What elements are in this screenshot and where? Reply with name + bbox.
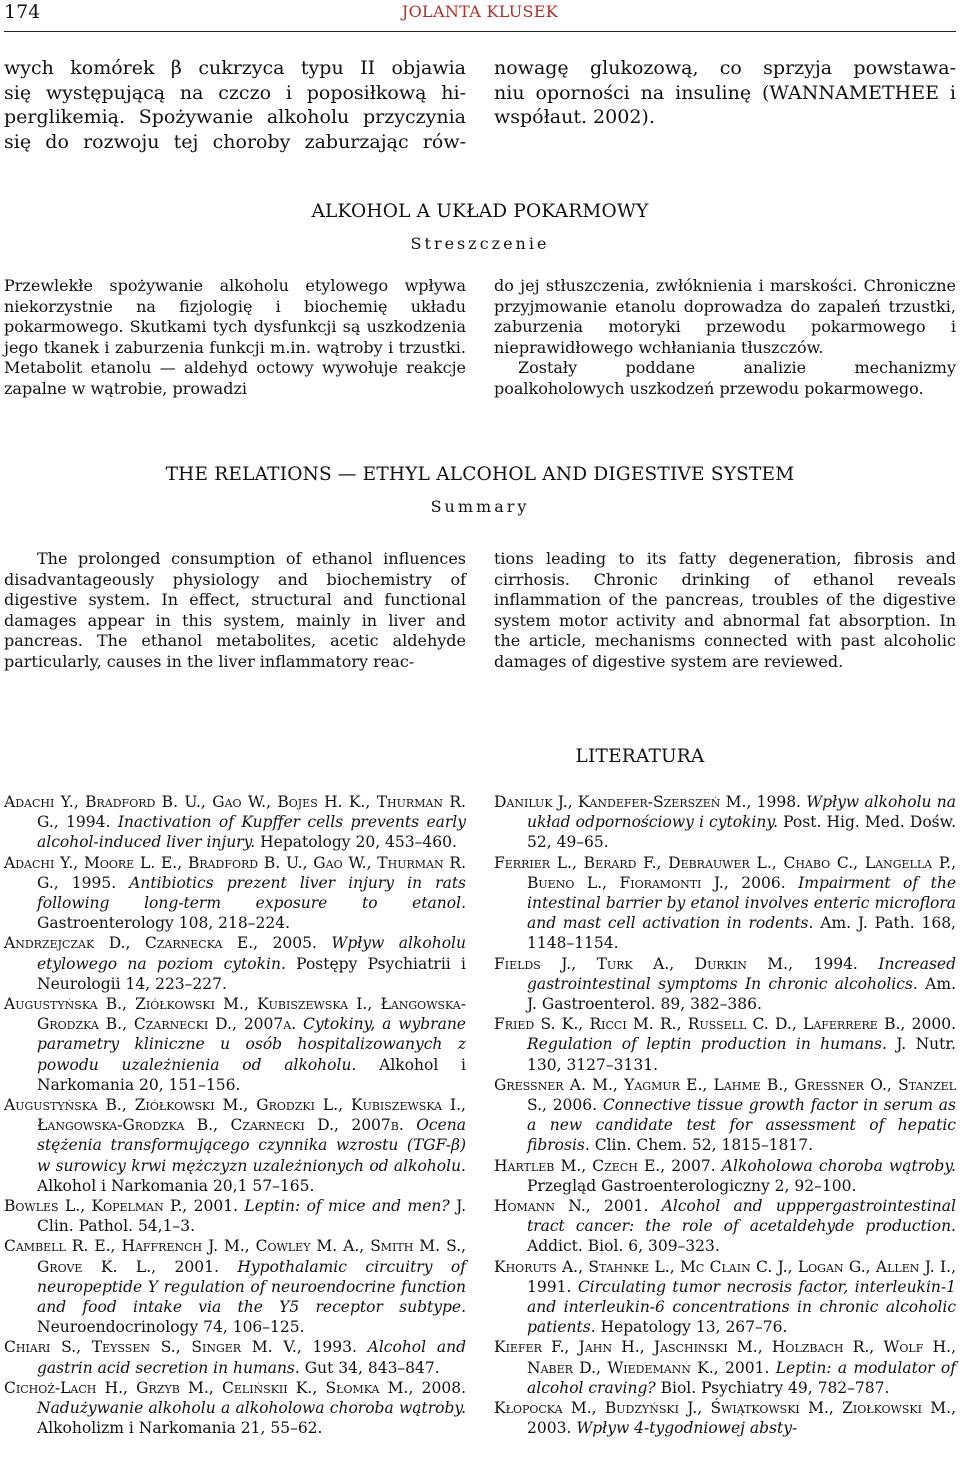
reference-item xyxy=(4,994,466,1095)
reference-title: Antibiotics prezent liver injury in rats following long-term exposure to etanol. xyxy=(37,873,466,913)
reference-source: Post. Hig. Med. Dośw. 52, 49–65. xyxy=(527,813,956,852)
header-rule xyxy=(4,31,956,32)
reference-item xyxy=(4,1378,466,1439)
reference-source: Clin. Chem. 52, 1815–1817. xyxy=(594,1136,814,1155)
polish-abstract-left: Przewlekłe spożywanie alkoholu etylowego wpływa niekorzystnie na fizjologię i biochemię układu pokarmowego. Skutkami tych dysfunkcji są uszkodzenia jego tkanek i zaburzenia funkcji m.in. wątroby i trzustki. Metabolit etanolu — aldehyd octowy wywołuje reakcje zapalne w wątrobie, prowadzi xyxy=(4,276,466,398)
reference-item xyxy=(4,1196,466,1236)
reference-source: J. Clin. Pathol. 54,1–3. xyxy=(37,1197,466,1236)
reference-item xyxy=(494,1156,956,1196)
reference-title: Increased gastrointestinal symptoms In chronic alcoholics. xyxy=(527,954,956,993)
reference-item xyxy=(494,1337,956,1398)
intro-right-column xyxy=(494,56,956,130)
reference-item xyxy=(4,1337,466,1377)
reference-source: Gastroenterology 108, 218–224. xyxy=(37,914,291,933)
reference-source: Biol. Psychiatry 49, 782–787. xyxy=(660,1378,890,1397)
reference-source: Gut 34, 843–847. xyxy=(304,1358,440,1377)
reference-item xyxy=(4,1095,466,1196)
text-line: się do rozwoju tej choroby zaburzając rów- xyxy=(4,130,466,153)
references-left-column xyxy=(4,792,466,1439)
reference-authors: Adachi Y., Bradford B. U., Gao W., Bojes H. K., Thurman R. G., 1994. xyxy=(4,793,466,832)
paragraph: Zostały poddane analizie mechanizmy poalkoholowych uszkodzeń przewodu pokarmowego. xyxy=(494,358,956,398)
reference-title: Inactivation of Kupffer cells prevents early alcohol-induced liver injury. xyxy=(37,813,467,852)
reference-authors: Daniluk J., Kandefer-Szerszeń M., 1998. xyxy=(494,793,801,811)
reference-authors: Fields J., Turk A., Durkin M., 1994. xyxy=(494,954,858,973)
reference-authors: Andrzejczak D., Czarnecka E., 2005. xyxy=(4,934,317,953)
reference-authors: Augustyńska B., Ziółkowski M., Kubiszewska I., Łangowska-Grodzka B., Czarnecki D., 2007a. xyxy=(4,995,466,1034)
reference-source: Alkoholizm i Narkomania 21, 55–62. xyxy=(37,1419,323,1438)
text-line: nowagę glukozową, co sprzyja powstawa- xyxy=(494,57,956,79)
reference-item xyxy=(4,792,466,853)
reference-authors: Hartleb M., Czech E., 2007. xyxy=(494,1156,716,1175)
reference-authors: Cichoż-Lach H., Grzyb M., Celińskii K., Słomka M., 2008. xyxy=(4,1378,466,1397)
reference-source: J. Nutr. 130, 3127–3131. xyxy=(527,1035,956,1074)
reference-authors: Chiari S., Teyssen S., Singer M. V., 1993. xyxy=(4,1338,357,1357)
text-line: perglikemią. Spożywanie alkoholu przyczynia xyxy=(4,106,466,128)
reference-item xyxy=(494,1014,956,1075)
reference-authors: Fried S. K., Ricci M. R., Russell C. D., Laferrere B., 2000. xyxy=(494,1015,956,1034)
reference-title: Nadużywanie alkoholu a alkoholowa choroba wątroby. xyxy=(37,1399,466,1418)
running-head: JOLANTA KLUSEK xyxy=(401,2,559,21)
reference-source: Przegląd Gastroenterologiczny 2, 92–100. xyxy=(527,1176,857,1195)
reference-source: Addict. Biol. 6, 309–323. xyxy=(527,1237,720,1256)
reference-authors: Bowles L., Kopelman P., 2001. xyxy=(4,1197,238,1216)
literature-heading: LITERATURA xyxy=(575,746,705,767)
reference-source: Neuroendocrinology 74, 106–125. xyxy=(37,1318,305,1337)
reference-source: Hepatology 13, 267–76. xyxy=(600,1318,788,1337)
reference-authors: Ferrier L., Berard F., Debrauwer L., Chabo C., Langella P., Bueno L., Fioramonti J., 2006. xyxy=(494,853,956,892)
polish-abstract-title: ALKOHOL A UKŁAD POKARMOWY xyxy=(311,201,649,222)
reference-item xyxy=(494,792,956,853)
reference-authors: Cambell R. E., Haffrench J. M., Cowley M. A., Smith M. S., Grove K. L., 2001. xyxy=(4,1237,466,1276)
reference-source: Alkohol i Narkomania 20,1 57–165. xyxy=(37,1176,315,1195)
reference-title: Leptin: a modulator of alcohol craving? xyxy=(527,1358,956,1397)
reference-authors: Khoruts A., Stahnke L., Mc Clain C. J., Logan G., Allen J. I., 1991. xyxy=(494,1257,956,1296)
reference-title: Alcohol and gastrin acid secretion in humans. xyxy=(37,1338,466,1377)
text-line: niu oporności na insulinę (WANNAMETHEE i xyxy=(494,81,956,104)
page-number: 174 xyxy=(4,1,41,23)
reference-item xyxy=(494,1075,956,1156)
intro-left-column xyxy=(4,56,466,154)
reference-title: Impairment of the intestinal barrier by etanol involves enteric microflora and mast cell activation in rodents. xyxy=(527,873,956,933)
english-summary-right: tions leading to its fatty degeneration, fibrosis and cirrhosis. Chronic drinking of ethanol reveals inflammation of the pancreas, troubles of the digestive system motor activity and abnormal fat absorption. In the article, mechanisms connected with past alcoholic damages of digestive system are reviewed. xyxy=(494,549,956,671)
page-header xyxy=(0,0,960,40)
reference-source: Am. J. Gastroenterol. 89, 382–386. xyxy=(527,974,956,1014)
text-line: współaut. 2002). xyxy=(494,106,655,128)
reference-item xyxy=(494,1257,956,1338)
polish-abstract-subtitle: Streszczenie xyxy=(410,234,550,253)
reference-title: Alcohol and upppergastrointestinal tract cancer: the role of acetaldehyde production. xyxy=(527,1197,956,1236)
reference-authors: Homann N., 2001. xyxy=(494,1197,649,1216)
reference-title: Circulating tumor necrosis factor, interleukin-1 and interleukin-6 concentrations in chronic alcoholic patients. xyxy=(527,1277,956,1337)
reference-source: Am. J. Path. 168, 1148–1154. xyxy=(527,914,956,953)
reference-item xyxy=(4,1236,466,1337)
reference-authors: Gressner A. M., Yagmur E., Lahme B., Gressner O., Stanzel S., 2006. xyxy=(494,1075,956,1115)
english-summary-left: The prolonged consumption of ethanol influences disadvantageously physiology and biochemistry of digestive system. In effect, structural and functional damages appear in this system, mainly in liver and pancreas. The ethanol metabolites, acetic aldehyde particularly, causes in the liver inflammatory reac- xyxy=(4,549,466,671)
english-summary-title: THE RELATIONS — ETHYL ALCOHOL AND DIGESTIVE SYSTEM xyxy=(165,464,795,485)
reference-item xyxy=(4,933,466,994)
reference-title: Connective tissue growth factor in serum as a new candidate test for assessment of hepatic fibrosis. xyxy=(527,1096,956,1155)
reference-source: Hepatology 20, 453–460. xyxy=(260,833,457,852)
reference-authors: Adachi Y., Moore L. E., Bradford B. U., Gao W., Thurman R. G., 1995. xyxy=(4,853,466,892)
reference-authors: Augustyńska B., Ziółkowski M., Grodzki L., Kubiszewska I., Łangowska-Grodzka B., Czarnecki D., 2007b. xyxy=(4,1096,466,1135)
references-right-column xyxy=(494,792,956,1439)
reference-item xyxy=(494,1196,956,1257)
reference-title: Hypothalamic circuitry of neuropeptide Y regulation of neuroendocrine function and food intake via the Y5 receptor subtype. xyxy=(37,1257,466,1317)
reference-title: Cytokiny, a wybrane parametry kliniczne u osób hospitalizowanych z powodu uzależnienia od alkoholu. xyxy=(37,1015,466,1074)
reference-title: Wpływ alkoholu na układ odpornościowy i cytokiny. xyxy=(527,793,956,832)
reference-title: Wpływ 4-tygodniowej absty- xyxy=(576,1419,798,1438)
reference-title: Leptin: of mice and men? xyxy=(244,1197,450,1216)
reference-title: Wpływ alkoholu etylowego na poziom cytokin. xyxy=(37,934,466,973)
paragraph: do jej stłuszczenia, zwłóknienia i marskości. Chroniczne przyjmowanie etanolu doprowadza do zapaleń trzustki, zaburzenia motoryki przewodu pokarmowego i nieprawidłowego wchłaniania tłuszczów. xyxy=(494,276,956,357)
reference-title: Regulation of leptin production in humans. xyxy=(527,1035,887,1054)
polish-abstract-right xyxy=(494,276,956,399)
reference-title: Alkoholowa choroba wątroby. xyxy=(721,1156,956,1175)
reference-source: Alkohol i Narkomania 20, 151–156. xyxy=(37,1055,466,1094)
english-summary-subtitle: Summary xyxy=(430,497,530,516)
reference-title: Ocena stężenia transformującego czynnika wzrostu (TGF-β) w surowicy krwi mężczyzn uzależnionych od alkoholu. xyxy=(37,1116,466,1175)
reference-item xyxy=(494,1398,956,1438)
reference-source: Postępy Psychiatrii i Neurologii 14, 223–227. xyxy=(37,954,466,993)
reference-item xyxy=(494,954,956,1015)
reference-item xyxy=(494,853,956,954)
reference-authors: Kiefer F., Jahn H., Jaschinski M., Holzbach R., Wolf H., Naber D., Wiedemann K., 2001. xyxy=(494,1338,956,1377)
text-line: się występującą na czczo i poposiłkową hi- xyxy=(4,81,466,104)
reference-item xyxy=(4,853,466,934)
reference-authors: Kłopocka M., Budzyński J., Świątkowski M., Ziołkowski M., 2003. xyxy=(494,1399,956,1438)
text-line: wych komórek β cukrzyca typu II objawia xyxy=(4,57,466,79)
